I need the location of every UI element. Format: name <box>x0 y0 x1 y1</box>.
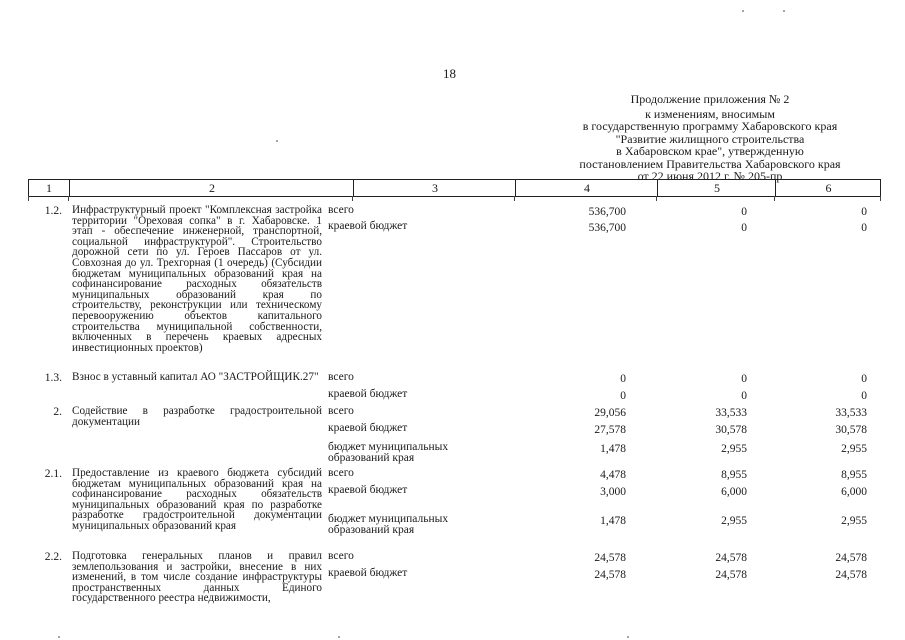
value-col6: 0 <box>861 390 867 402</box>
appendix-line: "Развитие жилищного строительства <box>615 131 805 146</box>
funding-source: бюджет муниципальных образований края <box>328 513 449 536</box>
appendix-line: от 22 июня 2012 г. № 205-пр <box>637 169 783 183</box>
funding-source: всего <box>328 405 354 417</box>
value-col5: 0 <box>741 222 747 234</box>
value-col4: 0 <box>620 373 626 385</box>
appendix-line: Продолжение приложения № 2 <box>630 92 790 106</box>
value-col4: 536,700 <box>588 222 626 234</box>
row-number: 2.2. <box>44 551 62 563</box>
value-col6: 2,955 <box>841 515 867 527</box>
column-header: 6 <box>775 180 881 196</box>
value-col4: 536,700 <box>588 206 626 218</box>
value-col6: 24,578 <box>835 552 867 564</box>
value-col5: 6,000 <box>721 486 747 498</box>
value-col4: 1,478 <box>600 443 626 455</box>
value-col5: 0 <box>741 373 747 385</box>
funding-line <box>0 372 905 388</box>
value-col4: 29,056 <box>594 407 626 419</box>
page-number: 18 <box>443 66 456 81</box>
value-col4: 3,000 <box>600 486 626 498</box>
value-col5: 2,955 <box>721 515 747 527</box>
appendix-heading <box>540 93 880 183</box>
scan-speck <box>742 10 744 12</box>
funding-line <box>0 514 905 538</box>
value-col6: 0 <box>861 373 867 385</box>
value-col5: 24,578 <box>715 552 747 564</box>
value-col4: 1,478 <box>600 515 626 527</box>
row-description: Подготовка генеральных планов и правил землепользования и застройки, внесение в них изменений, в том числе создание инфраструктуры пространственных данных Единого государственного реестра недвижимости, <box>72 550 322 605</box>
value-col5: 0 <box>741 206 747 218</box>
funding-source: всего <box>328 371 354 383</box>
value-col4: 0 <box>620 390 626 402</box>
value-col6: 24,578 <box>835 569 867 581</box>
appendix-line: в Хабаровском крае", утвержденную <box>616 144 804 158</box>
row-description: Инфраструктурный проект "Комплексная застройка территории "Ореховая сопка" в г. Хабаровске. 1 этап - обеспечение инженерной, транспортной, социальной инфраструктурой". Строительство дорожной сети по ул. Героев Пассаров от ул. Совхозная до ул. Трехгорная (1 очередь) (Субсидии бюджетам муниципальных образований края на софинансирование расходных обязательств муниципальных образований края по строительству, реконструкции или техническому перевооружению объектов капитального строительства муниципальной собственности, включенных в перечень краевых адресных инвестиционных проектов) <box>72 204 322 354</box>
funding-source: всего <box>328 550 354 562</box>
value-col6: 6,000 <box>841 486 867 498</box>
funding-source: краевой бюджет <box>328 567 408 579</box>
funding-line <box>0 221 905 237</box>
row-number: 1.2. <box>44 205 62 217</box>
scan-speck <box>338 636 340 638</box>
value-col6: 8,955 <box>841 469 867 481</box>
value-col4: 24,578 <box>594 552 626 564</box>
funding-source: бюджет муниципальных образований края <box>328 441 449 464</box>
value-col6: 30,578 <box>835 424 867 436</box>
value-col6: 0 <box>861 222 867 234</box>
funding-line <box>0 205 905 221</box>
scan-speck <box>58 636 60 638</box>
funding-line <box>0 551 905 567</box>
scan-speck <box>783 10 785 12</box>
funding-line <box>0 389 905 405</box>
row-description: Предоставление из краевого бюджета субсидий бюджетам муниципальных образований края на софинансирование расходных обязательств муниципальных образований края по разработке разработке градостроительной документации муниципальных образований края <box>72 467 322 532</box>
appendix-line: в государственную программу Хабаровского края <box>582 119 838 133</box>
funding-line <box>0 406 905 422</box>
column-header: 3 <box>353 180 516 196</box>
column-ticks <box>28 196 881 202</box>
row-number: 2.1. <box>44 468 62 480</box>
funding-line <box>0 485 905 501</box>
appendix-line: постановлением Правительства Хабаровского края <box>579 156 841 171</box>
funding-line <box>0 568 905 584</box>
scan-speck <box>627 636 629 638</box>
value-col5: 0 <box>741 390 747 402</box>
value-col5: 2,955 <box>721 443 747 455</box>
funding-line <box>0 468 905 484</box>
value-col4: 27,578 <box>594 424 626 436</box>
appendix-line: к изменениям, вносимым <box>645 106 775 121</box>
value-col5: 8,955 <box>721 469 747 481</box>
funding-line <box>0 423 905 439</box>
column-header: 1 <box>46 181 52 195</box>
funding-source: краевой бюджет <box>328 220 408 232</box>
row-description: Взнос в уставный капитал АО "ЗАСТРОЙЩИК.27" <box>72 371 319 383</box>
value-col6: 2,955 <box>841 443 867 455</box>
value-col6: 33,533 <box>835 407 867 419</box>
funding-line <box>0 442 905 466</box>
value-col5: 30,578 <box>715 424 747 436</box>
value-col4: 24,578 <box>594 569 626 581</box>
funding-source: всего <box>328 467 354 479</box>
value-col6: 0 <box>861 206 867 218</box>
funding-source: краевой бюджет <box>328 388 408 400</box>
funding-source: краевой бюджет <box>328 422 408 434</box>
row-description: Содействие в разработке градостроительной документации <box>72 405 322 428</box>
column-header: 4 <box>515 180 658 196</box>
value-col5: 33,533 <box>715 407 747 419</box>
table-header-row <box>28 179 881 197</box>
scan-speck <box>276 140 278 142</box>
row-number: 1.3. <box>44 372 62 384</box>
column-header: 5 <box>657 180 776 196</box>
value-col5: 24,578 <box>715 569 747 581</box>
funding-source: краевой бюджет <box>328 484 408 496</box>
column-header: 2 <box>69 180 354 196</box>
funding-source: всего <box>328 204 354 216</box>
value-col4: 4,478 <box>600 469 626 481</box>
row-number: 2. <box>53 406 62 418</box>
